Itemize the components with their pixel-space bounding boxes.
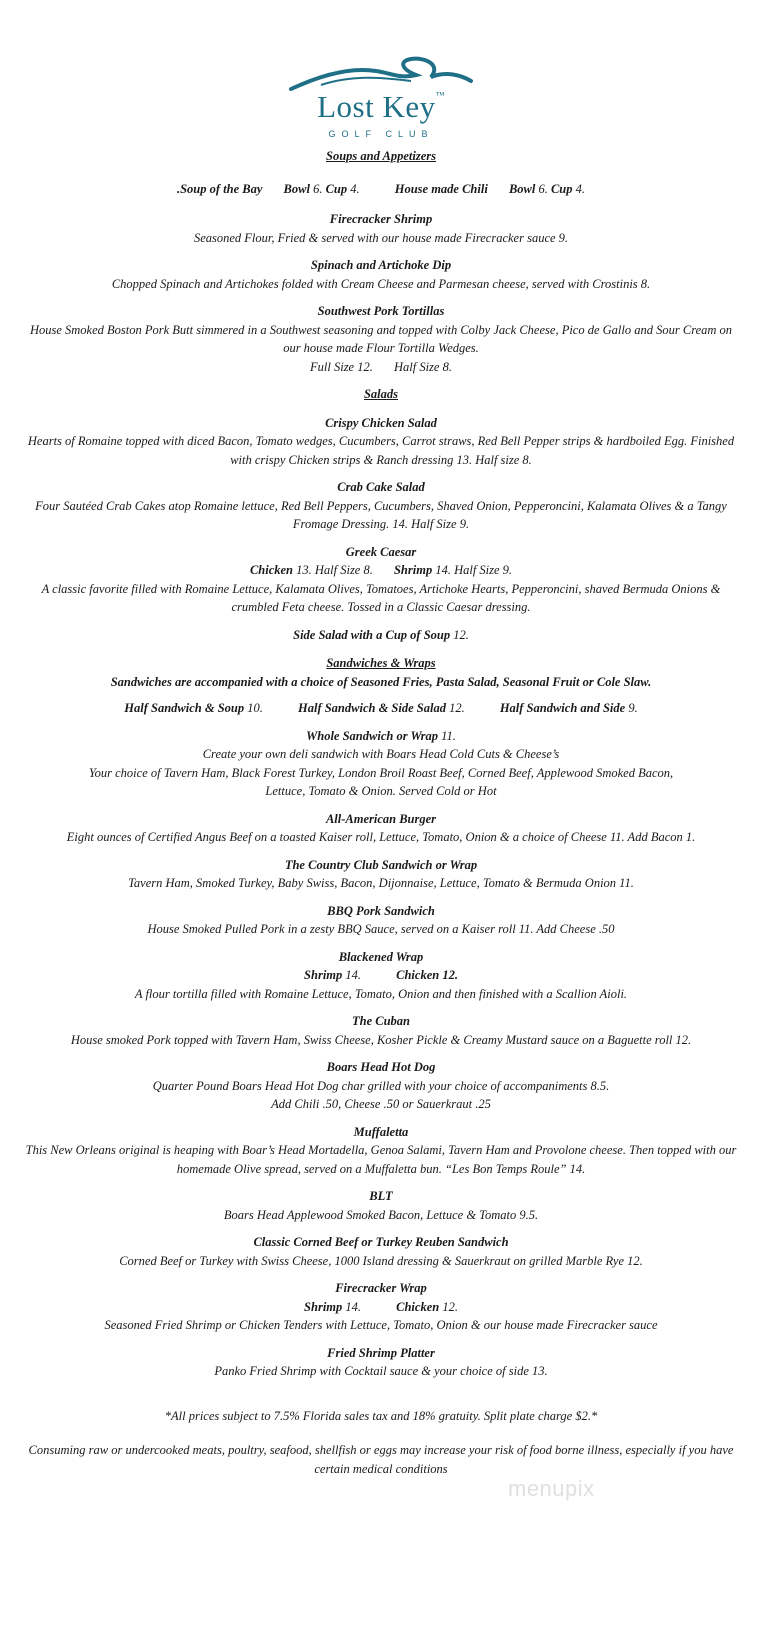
option-name: Chicken <box>396 1299 440 1314</box>
menu-item <box>20 543 742 617</box>
menu-item <box>20 1012 742 1049</box>
item-name: BLT <box>369 1189 393 1203</box>
section-title-sandwiches: Sandwiches & Wraps <box>326 656 436 670</box>
combo-price: 9. <box>628 701 638 715</box>
item-name: Blackened Wrap <box>338 949 424 964</box>
item-name: Greek Caesar <box>345 544 417 559</box>
item-options <box>20 1298 742 1317</box>
combo-name: Half Sandwich & Soup <box>124 701 245 715</box>
combo-name: Half Sandwich and Side <box>499 701 626 715</box>
option-price: 14. Half Size 9. <box>435 563 513 577</box>
logo <box>0 55 762 147</box>
item-name: BBQ Pork Sandwich <box>327 903 435 918</box>
menu-body <box>20 147 742 1478</box>
item-name: Whole Sandwich or Wrap <box>306 728 439 743</box>
item-name: Classic Corned Beef or Turkey Reuben Sandwich <box>253 1235 509 1249</box>
menu-item <box>20 1233 742 1270</box>
health-warning: Consuming raw or undercooked meats, poultry, seafood, shellfish or eggs may increase your risk of food borne illness, especially if you have certain medical conditions <box>28 1443 734 1476</box>
item-description: Tavern Ham, Smoked Turkey, Baby Swiss, Bacon, Dijonnaise, Lettuce, Tomato & Bermuda Onion 11. <box>128 876 634 890</box>
item-size: Half Size 8. <box>393 359 452 374</box>
item-name: Spinach and Artichoke Dip <box>310 258 452 272</box>
option-name: Shrimp <box>304 1299 343 1314</box>
item-description: Boars Head Applewood Smoked Bacon, Lettuce & Tomato 9.5. <box>223 1207 539 1222</box>
option-price: 12. <box>442 1299 458 1314</box>
menu-item <box>20 856 742 893</box>
cup-label: Cup <box>325 181 348 196</box>
item-name: The Cuban <box>351 1014 410 1028</box>
logo-trademark: ™ <box>435 90 445 100</box>
cup-label: Cup <box>550 181 573 196</box>
item-price: 12. <box>453 627 469 642</box>
option-name: Shrimp <box>393 563 433 577</box>
menu-item <box>20 478 742 534</box>
menu-item <box>20 1279 742 1335</box>
item-name: Muffaletta <box>353 1124 409 1139</box>
section-title-salads: Salads <box>363 387 399 401</box>
menu-item <box>20 414 742 470</box>
item-description: Eight ounces of Certified Angus Beef on a toasted Kaiser roll, Lettuce, Tomato, Onion & a choice of Cheese 11. Add Bacon 1. <box>66 830 696 844</box>
menu-item <box>20 810 742 847</box>
menu-item <box>20 210 742 247</box>
bowl-label: Bowl <box>508 181 536 196</box>
item-options <box>20 966 742 985</box>
cup-price: 4. <box>575 181 586 196</box>
item-description: A classic favorite filled with Romaine Lettuce, Kalamata Olives, Tomatoes, Artichoke Hearts, Pepperoncini, shaved Bermuda Onions & crumbled Feta cheese. Tossed in a Classic Caesar dressing. <box>41 581 721 614</box>
soups-line <box>20 180 742 199</box>
combo-line <box>20 699 742 718</box>
item-options <box>20 561 742 580</box>
option-price: 14. <box>345 968 362 982</box>
item-description: Four Sautéed Crab Cakes atop Romaine lettuce, Red Bell Peppers, Cucumbers, Shaved Onion, Pepperoncini, Kalamata Olives & a Tangy Fromage Dressing. 14. Half Size 9. <box>35 498 727 531</box>
item-name: Firecracker Wrap <box>335 1281 427 1295</box>
item-name: Side Salad with a Cup of Soup <box>293 627 451 642</box>
combo-name: Half Sandwich & Side Salad <box>298 701 446 715</box>
menu-item <box>20 1187 742 1224</box>
item-name: The Country Club Sandwich or Wrap <box>284 857 478 872</box>
item-description: A flour tortilla filled with Romaine Lettuce, Tomato, Onion and then finished with a Scallion Aioli. <box>134 986 628 1001</box>
menu-item <box>20 626 742 645</box>
menu-item <box>20 1058 742 1114</box>
chili-name: House made Chili <box>394 181 488 196</box>
item-description: Panko Fried Shrimp with Cocktail sauce & your choice of side 13. <box>214 1364 548 1378</box>
price-note: *All prices subject to 7.5% Florida sales tax and 18% gratuity. Split plate charge $2.* <box>164 1408 598 1423</box>
item-name: Crispy Chicken Salad <box>325 415 437 430</box>
combo-price: 12. <box>449 701 465 715</box>
watermark: menupix <box>508 1476 595 1501</box>
section-title-soups: Soups and Appetizers <box>326 149 436 163</box>
item-description: Quarter Pound Boars Head Hot Dog char grilled with your choice of accompaniments 8.5. <box>152 1078 610 1093</box>
section-subtitle: Sandwiches are accompanied with a choice of Seasoned Fries, Pasta Salad, Seasonal Fruit or Cole Slaw. <box>110 674 652 689</box>
bowl-price: 6. <box>313 181 323 196</box>
item-description: This New Orleans original is heaping with Boar’s Head Mortadella, Genoa Salami, Tavern Ham and Provolone cheese. Then topped with our homemade Olive spread, served on a Muffaletta bun. “Les Bon Temps Roule” 14. <box>25 1143 737 1176</box>
item-size: Full Size 12. <box>310 359 373 374</box>
item-name: All-American Burger <box>325 811 437 826</box>
menu-item <box>20 1123 742 1179</box>
cup-price: 4. <box>350 181 360 196</box>
item-description: Add Chili .50, Cheese .50 or Sauerkraut .25 <box>271 1097 491 1111</box>
option-price: 14. <box>345 1299 362 1314</box>
item-sizes <box>20 358 742 377</box>
bowl-label: Bowl <box>283 181 310 196</box>
menu-item <box>20 302 742 376</box>
option-name: Chicken <box>396 968 440 982</box>
item-description: House smoked Pork topped with Tavern Ham, Swiss Cheese, Kosher Pickle & Creamy Mustard sauce on a Baguette roll 12. <box>70 1032 692 1047</box>
item-name: Crab Cake Salad <box>337 480 425 494</box>
item-description: Lettuce, Tomato & Onion. Served Cold or Hot <box>265 784 497 798</box>
item-description: Seasoned Flour, Fried & served with our house made Firecracker sauce 9. <box>193 230 569 245</box>
bowl-price: 6. <box>538 181 548 196</box>
item-name: Fried Shrimp Platter <box>327 1345 435 1360</box>
item-name: Firecracker Shrimp <box>329 212 433 226</box>
option-name: Shrimp <box>304 968 343 982</box>
item-description: Seasoned Fried Shrimp or Chicken Tenders with Lettuce, Tomato, Onion & our house made Firecracker sauce <box>104 1318 658 1332</box>
menu-item <box>20 902 742 939</box>
item-name: Southwest Pork Tortillas <box>317 304 445 318</box>
item-description: Create your own deli sandwich with Boars Head Cold Cuts & Cheese’s <box>202 747 560 761</box>
item-description: Corned Beef or Turkey with Swiss Cheese, 1000 Island dressing & Sauerkraut on grilled Marble Rye 12. <box>119 1253 643 1268</box>
item-description: House Smoked Boston Pork Butt simmered in a Southwest seasoning and topped with Colby Jack Cheese, Pico de Gallo and Sour Cream on our house made Flour Tortilla Wedges. <box>29 322 733 355</box>
item-description: House Smoked Pulled Pork in a zesty BBQ Sauce, served on a Kaiser roll 11. Add Cheese .50 <box>147 922 615 936</box>
option-price: 13. Half Size 8. <box>296 563 373 577</box>
menu-item <box>20 256 742 293</box>
item-name: Boars Head Hot Dog <box>326 1060 436 1074</box>
item-description: Hearts of Romaine topped with diced Bacon, Tomato wedges, Cucumbers, Carrot straws, Red Bell Pepper strips & hardboiled Egg. Finished with crispy Chicken strips & Ranch dressing 13. Half size 8. <box>27 434 735 467</box>
item-price: 11. <box>441 728 456 743</box>
menu-item <box>20 1344 742 1381</box>
item-description: Chopped Spinach and Artichokes folded with Cream Cheese and Parmesan cheese, served with Crostinis 8. <box>111 276 651 291</box>
menu-item <box>20 727 742 801</box>
item-description: Your choice of Tavern Ham, Black Forest Turkey, London Broil Roast Beef, Corned Beef, Applewood Smoked Bacon, <box>88 765 674 780</box>
soup-name: .Soup of the Bay <box>176 181 263 196</box>
logo-wordmark <box>0 91 762 122</box>
logo-subtitle: GOLF CLUB <box>328 129 434 139</box>
option-name: Chicken <box>249 563 293 577</box>
option-price: 12. <box>442 968 458 982</box>
menu-item <box>20 948 742 1004</box>
logo-name: Lost Key <box>317 89 436 124</box>
combo-price: 10. <box>247 701 263 715</box>
